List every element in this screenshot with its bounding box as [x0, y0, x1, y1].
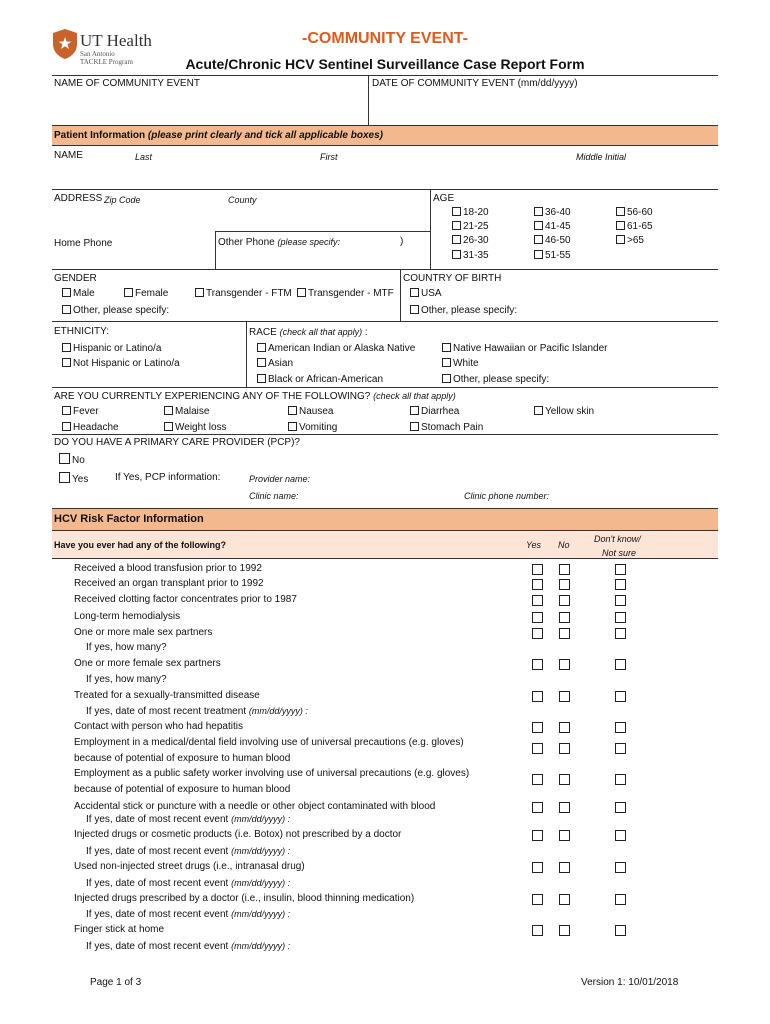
checkbox-dont-know[interactable]: [615, 802, 626, 813]
race-option-label: Black or African-American: [268, 374, 384, 385]
symptom-label: Headache: [73, 422, 119, 433]
race-colon: :: [364, 327, 368, 338]
checkbox-icon[interactable]: [534, 221, 543, 230]
checkbox-no[interactable]: [559, 862, 570, 873]
age-option[interactable]: [452, 250, 489, 262]
gender-ftm[interactable]: [195, 288, 292, 300]
checkbox-yes[interactable]: [532, 628, 543, 639]
risk-subitem[interactable]: If yes, how many?: [86, 642, 167, 653]
race-heading: [249, 326, 368, 339]
checkbox-yes[interactable]: [532, 925, 543, 936]
checkbox-yes[interactable]: [532, 564, 543, 575]
last-name-field[interactable]: Last: [135, 152, 153, 162]
risk-item: Received a blood transfusion prior to 1992: [74, 563, 262, 574]
gender-mtf[interactable]: [297, 288, 394, 300]
age-option[interactable]: [452, 221, 489, 233]
checkbox-icon[interactable]: [410, 288, 419, 297]
risk-item: Accidental stick or puncture with a needle or other object contaminated with blood: [74, 801, 436, 812]
checkbox-no[interactable]: [559, 595, 570, 606]
checkbox-icon[interactable]: [288, 422, 297, 431]
checkbox-yes[interactable]: [532, 579, 543, 590]
patient-heading-note: (please print clearly and tick all applicable boxes): [147, 130, 383, 141]
date-format-note: (mm/dd/yyyy) :: [231, 878, 291, 888]
checkbox-no[interactable]: [559, 628, 570, 639]
race-option-label: Other, please specify:: [453, 374, 550, 385]
checkbox-icon[interactable]: [164, 406, 173, 415]
symptom-option[interactable]: [534, 406, 594, 418]
risk-item: Injected drugs prescribed by a doctor (i.e., insulin, blood thinning medication): [74, 893, 415, 904]
checkbox-icon[interactable]: [257, 374, 266, 383]
risk-item: because of potential of exposure to human blood: [74, 753, 291, 764]
symptom-option[interactable]: [288, 406, 333, 418]
checkbox-dont-know[interactable]: [615, 691, 626, 702]
checkbox-icon[interactable]: [442, 343, 451, 352]
checkbox-no[interactable]: [559, 925, 570, 936]
patient-heading: [54, 130, 383, 142]
checkbox-icon[interactable]: [616, 235, 625, 244]
race-option[interactable]: [442, 358, 479, 370]
checkbox-dont-know[interactable]: [615, 722, 626, 733]
checkbox-icon[interactable]: [616, 221, 625, 230]
risk-subitem[interactable]: [86, 845, 290, 858]
patient-heading-text: Patient Information: [54, 130, 146, 141]
checkbox-no[interactable]: [559, 612, 570, 623]
checkbox-dont-know[interactable]: [615, 743, 626, 754]
checkbox-no[interactable]: [559, 659, 570, 670]
checkbox-yes[interactable]: [532, 743, 543, 754]
gender-label-text: Transgender - FTM: [206, 288, 292, 299]
race-option-label: American Indian or Alaska Native: [268, 343, 416, 354]
age-option[interactable]: [616, 221, 653, 233]
country-label: COUNTRY OF BIRTH: [403, 273, 502, 284]
race-option[interactable]: [257, 343, 415, 355]
risk-subitem[interactable]: [86, 940, 290, 953]
checkbox-yes[interactable]: [532, 802, 543, 813]
checkbox-icon[interactable]: [452, 235, 461, 244]
age-option[interactable]: [616, 235, 644, 247]
risk-item: One or more female sex partners: [74, 658, 221, 669]
checkbox-icon[interactable]: [452, 207, 461, 216]
symptoms-note: (check all that apply): [373, 391, 456, 401]
risk-subitem[interactable]: [86, 813, 290, 826]
risk-question: Have you ever had any of the following?: [54, 540, 227, 550]
risk-subitem-text: If yes, date of most recent treatment: [86, 706, 247, 717]
risk-item: Employment as a public safety worker involving use of universal precautions (e.g. gloves): [74, 768, 470, 779]
zip-code-field[interactable]: Zip Code: [104, 195, 141, 205]
age-option-label: >65: [627, 235, 644, 246]
risk-item: Contact with person who had hepatitis: [74, 721, 243, 732]
checkbox-yes[interactable]: [532, 691, 543, 702]
date-format-note: (mm/dd/yyyy) :: [231, 846, 291, 856]
age-option[interactable]: [452, 207, 489, 219]
gender-label-text: Female: [135, 288, 169, 299]
country-other-label: Other, please specify:: [421, 305, 518, 316]
symptoms-question-text: ARE YOU CURRENTLY EXPERIENCING ANY OF THE FOLLOWING?: [54, 391, 371, 402]
gender-label-text: Transgender - MTF: [308, 288, 394, 299]
checkbox-dont-know[interactable]: [615, 925, 626, 936]
risk-item: Received clotting factor concentrates prior to 1987: [74, 594, 297, 605]
checkbox-dont-know[interactable]: [615, 612, 626, 623]
event-title: -COMMUNITY EVENT-: [302, 30, 468, 47]
checkbox-yes[interactable]: [532, 595, 543, 606]
symptom-option[interactable]: [62, 422, 119, 434]
address-label: ADDRESS: [54, 193, 103, 204]
ethnicity-option[interactable]: [62, 358, 180, 370]
gender-other[interactable]: [62, 305, 169, 317]
age-option-label: 21-25: [463, 221, 489, 232]
symptom-label: Stomach Pain: [421, 422, 484, 433]
risk-item: Long-term hemodialysis: [74, 611, 181, 622]
ethnicity-label: ETHNICITY:: [54, 326, 110, 337]
age-option-label: 18-20: [463, 207, 489, 218]
checkbox-dont-know[interactable]: [615, 628, 626, 639]
page-number: Page 1 of 3: [90, 977, 142, 988]
checkbox-icon[interactable]: [534, 406, 543, 415]
risk-item: Used non-injected street drugs (i.e., intranasal drug): [74, 861, 305, 872]
other-phone-close: ): [400, 236, 404, 247]
symptom-label: Weight loss: [175, 422, 227, 433]
other-phone-field[interactable]: [218, 236, 340, 249]
checkbox-no[interactable]: [559, 564, 570, 575]
first-name-field[interactable]: First: [320, 152, 338, 162]
risk-item: Injected drugs or cosmetic products (i.e. Botox) not prescribed by a doctor: [74, 829, 402, 840]
col-dk-header-1: Don't know/: [594, 534, 641, 544]
checkbox-yes[interactable]: [532, 659, 543, 670]
checkbox-icon[interactable]: [62, 358, 71, 367]
pcp-info-label: If Yes, PCP information:: [115, 472, 221, 483]
checkbox-icon[interactable]: [257, 358, 266, 367]
pcp-question: DO YOU HAVE A PRIMARY CARE PROVIDER (PCP)?: [54, 437, 300, 448]
age-option-label: 46-50: [545, 235, 571, 246]
symptom-label: Nausea: [299, 406, 334, 417]
symptom-option[interactable]: [410, 422, 483, 434]
date-format-note: (mm/dd/yyyy) :: [231, 941, 291, 951]
checkbox-no[interactable]: [559, 774, 570, 785]
risk-item: Employment in a medical/dental field involving use of universal precautions (e.g. gloves): [74, 737, 464, 748]
country-usa-label: USA: [421, 288, 442, 299]
checkbox-icon[interactable]: [62, 343, 71, 352]
checkbox-icon[interactable]: [62, 406, 71, 415]
symptom-label: Yellow skin: [545, 406, 595, 417]
logo-subtitle: San Antonio: [80, 50, 115, 58]
symptom-label: Malaise: [175, 406, 210, 417]
checkbox-no[interactable]: [559, 579, 570, 590]
other-phone-label: Other Phone: [218, 237, 275, 248]
checkbox-icon[interactable]: [124, 288, 133, 297]
name-label: NAME: [54, 150, 83, 161]
logo-org-name: UT Health: [80, 31, 152, 50]
checkbox-icon[interactable]: [410, 406, 419, 415]
clinic-name-field[interactable]: Clinic name:: [249, 491, 299, 501]
age-option[interactable]: [534, 235, 571, 247]
checkbox-dont-know[interactable]: [615, 830, 626, 841]
symptom-option[interactable]: [410, 406, 459, 418]
race-note: (check all that apply): [279, 327, 363, 337]
date-format-note: (mm/dd/yyyy) :: [231, 814, 291, 824]
checkbox-icon[interactable]: [62, 422, 71, 431]
checkbox-yes[interactable]: [532, 894, 543, 905]
gender-male[interactable]: [62, 288, 95, 300]
race-option-label: Asian: [268, 358, 294, 369]
checkbox-dont-know[interactable]: [615, 564, 626, 575]
age-option-label: 51-55: [545, 250, 571, 261]
checkbox-icon[interactable]: [452, 221, 461, 230]
version-label: Version 1: 10/01/2018: [581, 977, 679, 988]
middle-initial-field[interactable]: Middle Initial: [576, 152, 627, 162]
checkbox-no[interactable]: [559, 830, 570, 841]
age-option[interactable]: [452, 235, 489, 247]
checkbox-dont-know[interactable]: [615, 862, 626, 873]
checkbox-no[interactable]: [559, 743, 570, 754]
risk-subitem-text: If yes, date of most recent event: [86, 846, 229, 857]
checkbox-yes[interactable]: [532, 774, 543, 785]
age-label: AGE: [433, 193, 455, 204]
age-option-label: 31-35: [463, 250, 489, 261]
risk-item: Treated for a sexually-transmitted disease: [74, 690, 260, 701]
age-option[interactable]: [534, 250, 571, 262]
risk-item: Received an organ transplant prior to 1992: [74, 578, 264, 589]
county-field[interactable]: County: [228, 195, 257, 205]
risk-item: One or more male sex partners: [74, 627, 213, 638]
checkbox-dont-know[interactable]: [615, 579, 626, 590]
checkbox-icon[interactable]: [62, 305, 71, 314]
pcp-yes[interactable]: [59, 472, 88, 486]
date-format-note: (mm/dd/yyyy) :: [248, 706, 308, 716]
symptom-option[interactable]: [288, 422, 337, 434]
home-phone-field[interactable]: Home Phone: [54, 238, 113, 249]
checkbox-icon[interactable]: [534, 235, 543, 244]
age-option-label: 41-45: [545, 221, 571, 232]
symptom-label: Diarrhea: [421, 406, 460, 417]
race-option[interactable]: [442, 343, 608, 355]
provider-name-field[interactable]: Provider name:: [249, 474, 311, 484]
date-format-note: (mm/dd/yyyy) :: [231, 909, 291, 919]
symptom-option[interactable]: [62, 406, 99, 418]
risk-subitem[interactable]: [86, 908, 290, 921]
checkbox-dont-know[interactable]: [615, 774, 626, 785]
checkbox-icon[interactable]: [410, 305, 419, 314]
checkbox-icon[interactable]: [410, 422, 419, 431]
gender-female[interactable]: [124, 288, 168, 300]
checkbox-yes[interactable]: [532, 862, 543, 873]
risk-item: Finger stick at home: [74, 924, 165, 935]
symptom-label: Fever: [73, 406, 99, 417]
checkbox-yes[interactable]: [532, 612, 543, 623]
checkbox-yes[interactable]: [532, 830, 543, 841]
checkbox-icon[interactable]: [452, 250, 461, 259]
risk-heading: HCV Risk Factor Information: [54, 513, 204, 525]
risk-subitem-text: If yes, date of most recent event: [86, 814, 229, 825]
checkbox-icon[interactable]: [164, 422, 173, 431]
race-option[interactable]: [257, 358, 293, 370]
risk-subitem[interactable]: If yes, how many?: [86, 674, 167, 685]
other-phone-note: (please specify:: [277, 237, 341, 247]
race-option-label: White: [453, 358, 479, 369]
checkbox-dont-know[interactable]: [615, 894, 626, 905]
age-option[interactable]: [534, 207, 571, 219]
age-option[interactable]: [616, 207, 653, 219]
pcp-no-label: No: [72, 455, 85, 466]
checkbox-icon[interactable]: [195, 288, 204, 297]
age-option-label: 36-40: [545, 207, 571, 218]
ethnicity-option[interactable]: [62, 343, 161, 355]
col-dk-header-2: Not sure: [602, 548, 637, 558]
ethnicity-option-label: Hispanic or Latino/a: [73, 343, 162, 354]
risk-subitem[interactable]: [86, 705, 308, 718]
checkbox-dont-know[interactable]: [615, 659, 626, 670]
shield-logo-icon: [52, 28, 78, 60]
symptoms-question: [54, 390, 456, 403]
checkbox-icon[interactable]: [616, 207, 625, 216]
gender-label: GENDER: [54, 273, 97, 284]
checkbox-icon[interactable]: [442, 358, 451, 367]
checkbox-no[interactable]: [559, 691, 570, 702]
logo-program: TACKLE Program: [80, 58, 133, 66]
form-title: Acute/Chronic HCV Sentinel Surveillance Case Report Form: [185, 56, 585, 72]
event-date-field[interactable]: DATE OF COMMUNITY EVENT (mm/dd/yyyy): [372, 78, 578, 89]
checkbox-icon[interactable]: [534, 250, 543, 259]
risk-subitem-text: If yes, date of most recent event: [86, 909, 229, 920]
race-label: RACE: [249, 327, 277, 338]
race-option-label: Native Hawaiian or Pacific Islander: [453, 343, 608, 354]
gender-other-label: Other, please specify:: [73, 305, 170, 316]
symptom-label: Vomiting: [299, 422, 338, 433]
symptom-option[interactable]: [164, 406, 209, 418]
logo: [52, 28, 152, 68]
country-other[interactable]: [410, 305, 517, 317]
col-yes-header: Yes: [526, 540, 542, 550]
checkbox-no[interactable]: [559, 894, 570, 905]
country-usa[interactable]: [410, 288, 442, 300]
checkbox-icon[interactable]: [288, 406, 297, 415]
checkbox-icon[interactable]: [534, 207, 543, 216]
event-name-field[interactable]: NAME OF COMMUNITY EVENT: [54, 78, 200, 89]
risk-subitem-text: If yes, date of most recent event: [86, 941, 229, 952]
checkbox-icon[interactable]: [297, 288, 306, 297]
checkbox-icon[interactable]: [62, 288, 71, 297]
age-option-label: 61-65: [627, 221, 653, 232]
clinic-phone-field[interactable]: Clinic phone number:: [464, 491, 550, 501]
gender-label-text: Male: [73, 288, 95, 299]
pcp-yes-label: Yes: [72, 474, 89, 485]
risk-subitem-text: If yes, date of most recent event: [86, 878, 229, 889]
checkbox-no[interactable]: [559, 722, 570, 733]
checkbox-icon[interactable]: [59, 453, 70, 464]
checkbox-yes[interactable]: [532, 722, 543, 733]
checkbox-icon[interactable]: [59, 472, 70, 483]
race-option[interactable]: [257, 374, 383, 386]
checkbox-dont-know[interactable]: [615, 595, 626, 606]
checkbox-no[interactable]: [559, 802, 570, 813]
age-option-label: 26-30: [463, 235, 489, 246]
col-no-header: No: [558, 540, 570, 550]
symptom-option[interactable]: [164, 422, 227, 434]
pcp-no[interactable]: [59, 453, 85, 467]
race-option[interactable]: [442, 374, 549, 386]
age-option[interactable]: [534, 221, 571, 233]
checkbox-icon[interactable]: [257, 343, 266, 352]
age-option-label: 56-60: [627, 207, 653, 218]
risk-subitem[interactable]: [86, 877, 290, 890]
ethnicity-option-label: Not Hispanic or Latino/a: [73, 358, 180, 369]
risk-item: because of potential of exposure to human blood: [74, 784, 291, 795]
checkbox-icon[interactable]: [442, 374, 451, 383]
